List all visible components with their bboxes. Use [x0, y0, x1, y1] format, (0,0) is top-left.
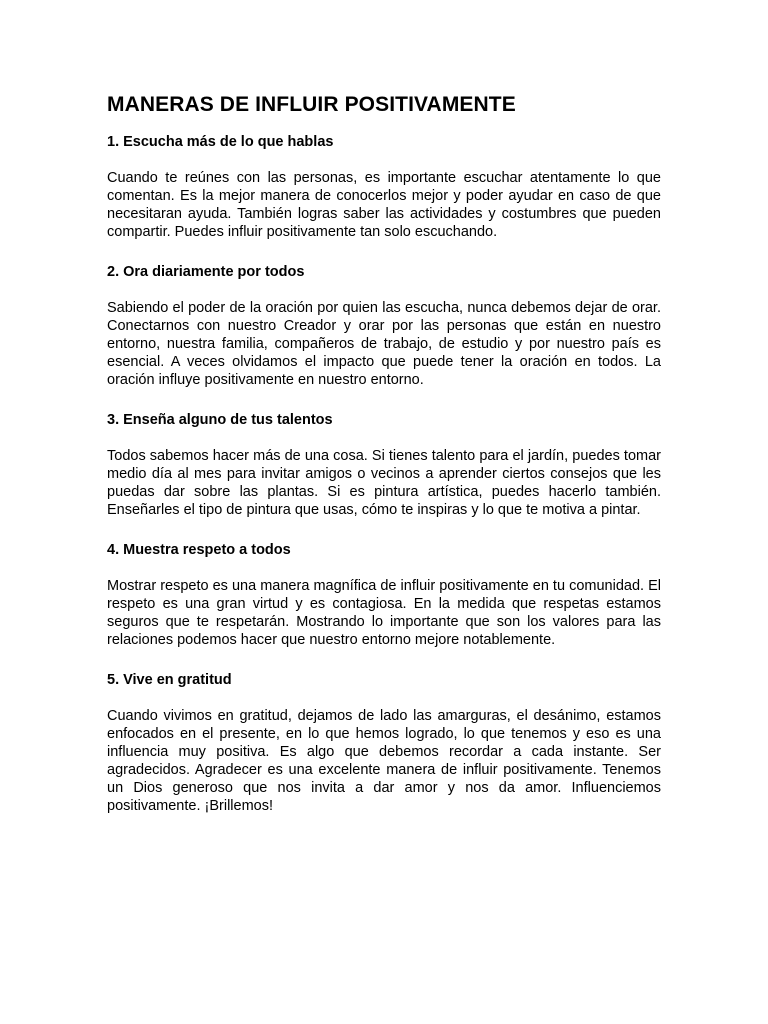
- section-4: [107, 541, 661, 649]
- section-heading: 1. Escucha más de lo que hablas: [107, 134, 334, 150]
- section-body: Todos sabemos hacer más de una cosa. Si tienes talento para el jardín, puedes tomar medio día al mes para invitar amigos o vecinos a aprender ciertos consejos que les puedas dar sobre las plantas. Si es pintura artística, puedes hacerlo también. Enseñarles el tipo de pintura que usas, cómo te inspiras y lo que te motiva a pintar.: [107, 448, 661, 518]
- document-title: MANERAS DE INFLUIR POSITIVAMENTE: [107, 93, 516, 116]
- section-body: Cuando vivimos en gratitud, dejamos de lado las amarguras, el desánimo, estamos enfocados en el presente, en lo que hemos logrado, lo que tenemos y eso es una influencia muy positiva. Es algo que debemos recordar a cada instante. Ser agradecidos. Agradecer es una excelente manera de influir positivamente. Tenemos un Dios generoso que nos invita a dar amor y nos da amor. Influenciemos positivamente. ¡Brillemos!: [107, 708, 661, 814]
- section-body: Cuando te reúnes con las personas, es importante escuchar atentamente lo que comentan. Es la mejor manera de conocerlos mejor y poder ayudar en caso de que necesitaran ayuda. También logras saber las actividades y costumbres que pueden compartir. Puedes influir positivamente tan solo escuchando.: [107, 170, 661, 240]
- document-page: [107, 92, 661, 837]
- section-1: [107, 133, 661, 241]
- section-heading: 2. Ora diariamente por todos: [107, 264, 305, 280]
- section-body: Sabiendo el poder de la oración por quien las escucha, nunca debemos dejar de orar. Conectarnos con nuestro Creador y orar por las personas que están en nuestro entorno, nuestra familia, compañeros de trabajo, de estudio y por nuestro país es esencial. A veces olvidamos el impacto que puede tener la oración en todos. La oración influye positivamente en nuestro entorno.: [107, 300, 661, 388]
- section-heading: 3. Enseña alguno de tus talentos: [107, 412, 333, 428]
- section-2: [107, 263, 661, 389]
- section-body: Mostrar respeto es una manera magnífica de influir positivamente en tu comunidad. El respeto es una gran virtud y es contagiosa. En la medida que respetas estamos seguros que te respetarán. Mostrando lo importante que son los valores para las relaciones podemos hacer que nuestro entorno mejore notablemente.: [107, 578, 661, 648]
- section-5: [107, 671, 661, 815]
- section-heading: 4. Muestra respeto a todos: [107, 542, 291, 558]
- section-3: [107, 411, 661, 519]
- section-heading: 5. Vive en gratitud: [107, 672, 232, 688]
